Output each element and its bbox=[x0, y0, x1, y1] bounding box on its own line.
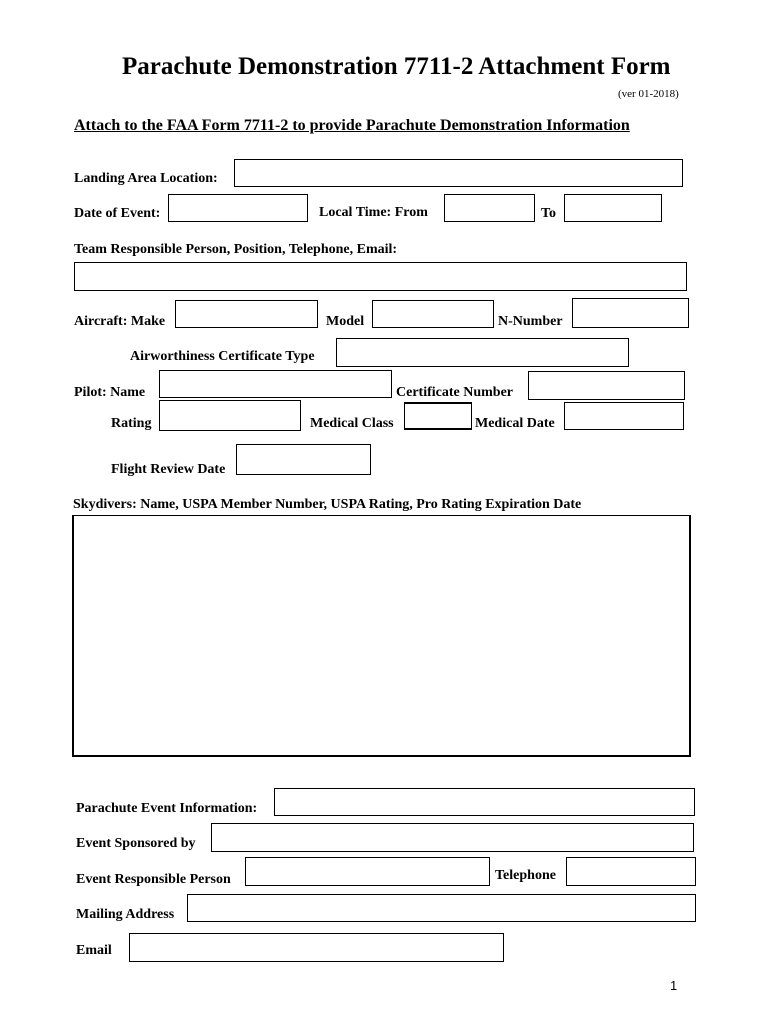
local-time-from-field[interactable] bbox=[444, 194, 535, 222]
landing-area-label: Landing Area Location: bbox=[74, 171, 218, 186]
form-subtitle: Attach to the FAA Form 7711-2 to provide Parachute Demonstration Information bbox=[74, 117, 630, 134]
landing-area-field[interactable] bbox=[234, 159, 683, 187]
parachute-event-info-field[interactable] bbox=[274, 788, 695, 816]
team-responsible-field[interactable] bbox=[74, 262, 687, 291]
team-responsible-label: Team Responsible Person, Position, Telephone, Email: bbox=[74, 242, 398, 257]
skydivers-label: Skydivers: Name, USPA Member Number, USPA Rating, Pro Rating Expiration Date bbox=[73, 497, 582, 512]
airworthiness-label: Airworthiness Certificate Type bbox=[130, 349, 315, 364]
email-label: Email bbox=[76, 943, 112, 958]
date-of-event-label: Date of Event: bbox=[74, 206, 161, 221]
date-of-event-field[interactable] bbox=[168, 194, 308, 222]
parachute-event-info-label: Parachute Event Information: bbox=[76, 801, 258, 816]
event-sponsored-by-field[interactable] bbox=[211, 823, 694, 852]
n-number-label: N-Number bbox=[498, 314, 563, 329]
medical-class-field[interactable] bbox=[404, 402, 472, 430]
telephone-field[interactable] bbox=[566, 857, 696, 886]
mailing-address-label: Mailing Address bbox=[76, 907, 175, 922]
form-title: Parachute Demonstration 7711-2 Attachment Form bbox=[122, 53, 671, 80]
telephone-label: Telephone bbox=[495, 868, 556, 883]
pilot-name-label: Pilot: Name bbox=[74, 385, 146, 400]
local-time-to-label: To bbox=[541, 206, 557, 221]
pilot-name-field[interactable] bbox=[159, 370, 392, 398]
n-number-field[interactable] bbox=[572, 298, 689, 328]
rating-label: Rating bbox=[111, 416, 152, 431]
medical-class-label: Medical Class bbox=[310, 416, 394, 431]
rating-field[interactable] bbox=[159, 400, 301, 431]
medical-date-label: Medical Date bbox=[475, 416, 555, 431]
medical-date-field[interactable] bbox=[564, 402, 684, 430]
email-field[interactable] bbox=[129, 933, 504, 962]
flight-review-date-label: Flight Review Date bbox=[111, 462, 226, 477]
aircraft-model-field[interactable] bbox=[372, 300, 494, 328]
event-sponsored-by-label: Event Sponsored by bbox=[76, 836, 196, 851]
event-responsible-person-field[interactable] bbox=[245, 857, 490, 886]
local-time-from-label: Local Time: From bbox=[319, 205, 428, 220]
aircraft-make-field[interactable] bbox=[175, 300, 318, 328]
page-number: 1 bbox=[670, 978, 678, 993]
certificate-number-label: Certificate Number bbox=[396, 385, 514, 400]
local-time-to-field[interactable] bbox=[564, 194, 662, 222]
version-label: (ver 01-2018) bbox=[618, 88, 679, 100]
flight-review-date-field[interactable] bbox=[236, 444, 371, 475]
mailing-address-field[interactable] bbox=[187, 894, 696, 922]
aircraft-model-label: Model bbox=[326, 314, 365, 329]
event-responsible-person-label: Event Responsible Person bbox=[76, 872, 231, 887]
aircraft-make-label: Aircraft: Make bbox=[74, 314, 166, 329]
airworthiness-field[interactable] bbox=[336, 338, 629, 367]
certificate-number-field[interactable] bbox=[528, 371, 685, 400]
skydivers-field[interactable] bbox=[72, 515, 691, 757]
